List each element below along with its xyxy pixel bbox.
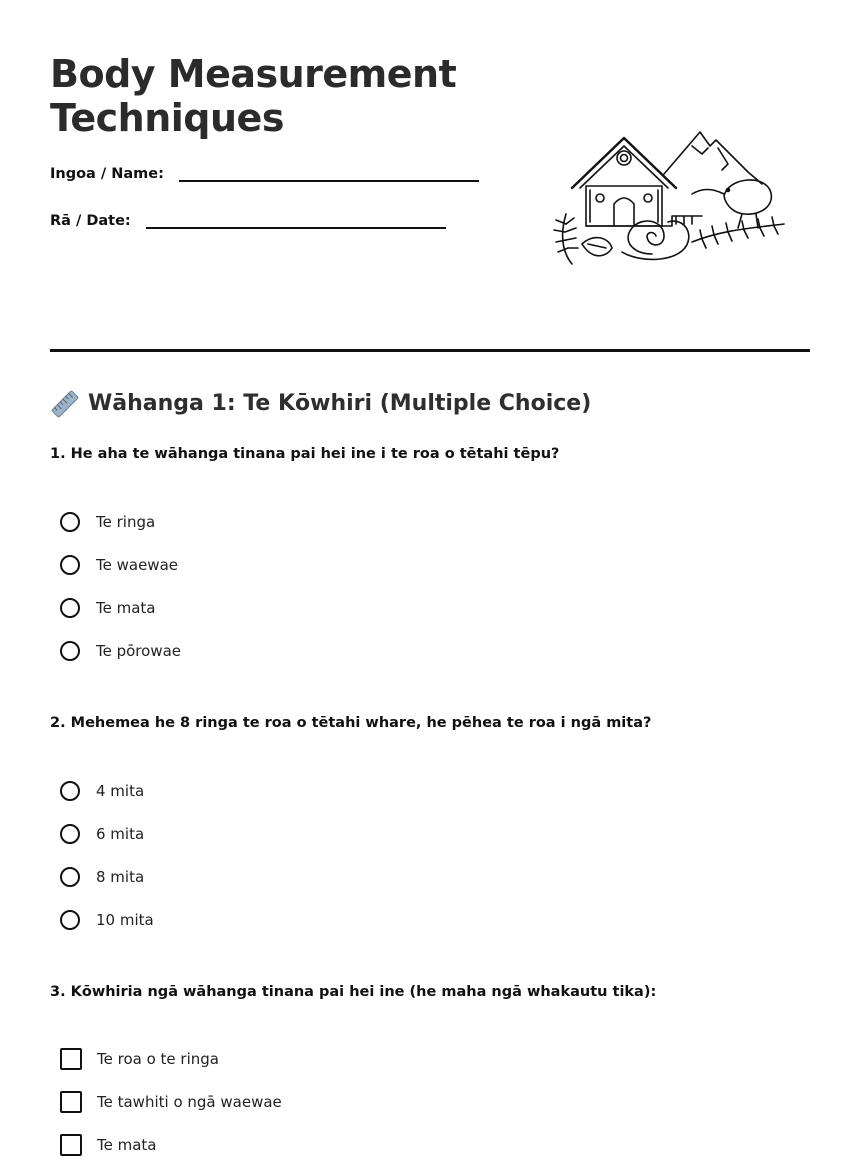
radio-button[interactable] bbox=[60, 867, 80, 887]
option-item[interactable] bbox=[60, 898, 154, 941]
option-label: Te tawhiti o ngā waewae bbox=[97, 1092, 282, 1111]
radio-button[interactable] bbox=[60, 512, 80, 532]
question-3: 3. Kōwhiria ngā wāhanga tinana pai hei ine (he maha ngā whakautu tika): bbox=[50, 984, 657, 1000]
option-label: Te pōrowae bbox=[96, 641, 182, 660]
option-label: 8 mita bbox=[96, 867, 145, 886]
radio-button[interactable] bbox=[60, 598, 80, 618]
option-label: Te waewae bbox=[96, 555, 178, 574]
option-label: 4 mita bbox=[96, 781, 145, 800]
option-label: Te mata bbox=[97, 1135, 157, 1154]
option-item[interactable] bbox=[60, 629, 181, 672]
option-label: Te roa o te ringa bbox=[97, 1049, 219, 1068]
option-item[interactable] bbox=[60, 543, 181, 586]
question-1-options bbox=[60, 500, 181, 672]
section-1-heading bbox=[50, 389, 591, 419]
section-1-title: Wāhanga 1: Te Kōwhiri (Multiple Choice) bbox=[88, 391, 592, 416]
ruler-icon bbox=[50, 389, 80, 419]
option-label: 6 mita bbox=[96, 824, 145, 843]
header-divider bbox=[50, 349, 810, 352]
checkbox[interactable] bbox=[60, 1091, 82, 1113]
checkbox[interactable] bbox=[60, 1134, 82, 1156]
marae-kiwi-illustration bbox=[552, 124, 788, 266]
date-label: Rā / Date: bbox=[50, 213, 131, 229]
radio-button[interactable] bbox=[60, 910, 80, 930]
radio-button[interactable] bbox=[60, 555, 80, 575]
option-item[interactable] bbox=[60, 1080, 282, 1123]
option-item[interactable] bbox=[60, 855, 154, 898]
option-label: Te mata bbox=[96, 598, 156, 617]
page-title bbox=[50, 52, 456, 140]
option-item[interactable] bbox=[60, 1123, 282, 1166]
question-2: 2. Mehemea he 8 ringa te roa o tētahi whare, he pēhea te roa i ngā mita? bbox=[50, 715, 652, 731]
question-1: 1. He aha te wāhanga tinana pai hei ine i te roa o tētahi tēpu? bbox=[50, 446, 560, 462]
title-line-2: Techniques bbox=[50, 96, 284, 140]
date-input-line[interactable] bbox=[146, 226, 446, 229]
option-item[interactable] bbox=[60, 500, 181, 543]
name-input-line[interactable] bbox=[179, 179, 479, 182]
checkbox[interactable] bbox=[60, 1048, 82, 1070]
option-item[interactable] bbox=[60, 586, 181, 629]
option-item[interactable] bbox=[60, 812, 154, 855]
title-line-1: Body Measurement bbox=[50, 52, 457, 96]
radio-button[interactable] bbox=[60, 824, 80, 844]
radio-button[interactable] bbox=[60, 781, 80, 801]
option-label: Te ringa bbox=[96, 512, 156, 531]
name-label: Ingoa / Name: bbox=[50, 166, 164, 182]
question-2-options bbox=[60, 769, 154, 941]
option-item[interactable] bbox=[60, 1037, 282, 1080]
radio-button[interactable] bbox=[60, 641, 80, 661]
option-label: 10 mita bbox=[96, 910, 154, 929]
option-item[interactable] bbox=[60, 769, 154, 812]
name-field-row bbox=[50, 166, 479, 182]
question-3-options bbox=[60, 1037, 282, 1166]
date-field-row bbox=[50, 213, 446, 229]
